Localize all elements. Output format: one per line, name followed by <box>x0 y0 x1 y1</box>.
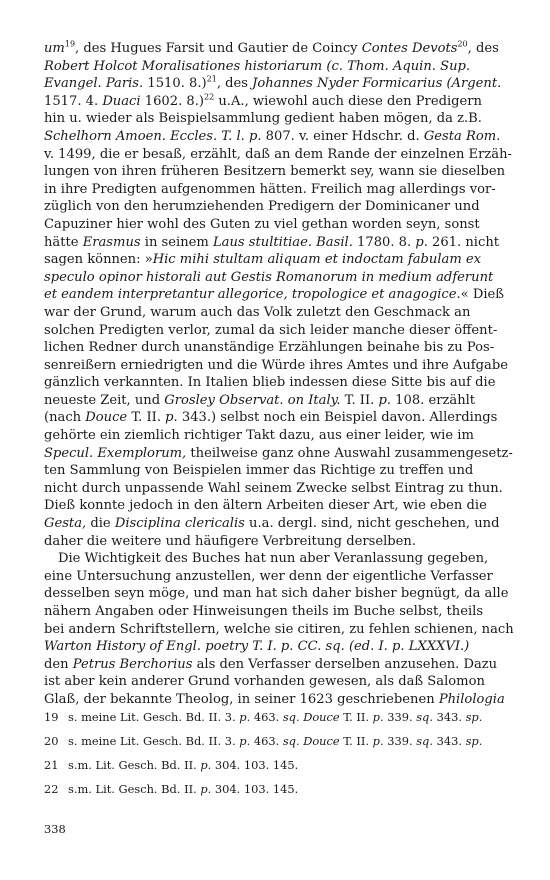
text-line <box>44 322 498 340</box>
italic-text: p. <box>378 392 391 408</box>
text-segment: Dieß konnte jedoch in den ältern Arbeiten dieser Art, wie eben die <box>44 498 487 514</box>
text-segment: den <box>44 656 73 672</box>
text-line <box>44 286 505 304</box>
text-segment: 304. 103. 145. <box>211 758 299 772</box>
text-segment: s. meine Lit. Gesch. Bd. II. 3. <box>68 734 240 748</box>
text-line <box>44 374 496 392</box>
text-line <box>44 58 471 76</box>
text-segment: 108. erzählt <box>391 392 476 408</box>
text-segment: T. II. <box>339 734 373 748</box>
text-segment: .« Dieß <box>456 287 505 303</box>
text-line <box>44 146 512 164</box>
text-segment: 807. v. einer Hdschr. d. <box>261 128 424 144</box>
italic-text: Johannes Nyder Formicarius (Argent. <box>252 76 502 92</box>
text-line <box>44 92 482 111</box>
text-line <box>44 515 500 533</box>
footnote-number: 21 <box>44 758 59 772</box>
text-line <box>44 304 471 322</box>
text-segment: desselben seyn möge, und man hat sich daher bisher begnügt, da alle <box>44 586 509 602</box>
text-line <box>44 427 474 445</box>
italic-text: Philologia <box>438 691 505 707</box>
text-segment: , des Hugues Farsit und Gautier de Coincy <box>75 41 362 56</box>
text-segment: 1510. 8.) <box>143 76 207 92</box>
text-segment: ten Sammlung von Beispielen immer das Richtige zu treffen und <box>44 463 474 479</box>
italic-text: Specul. Exemplorum, <box>44 445 187 461</box>
text-segment: ist aber kein anderer Grund vorhanden gewesen, als daß Salomon <box>44 674 485 690</box>
italic-text: et eandem interpretantur allegorice, tropologice et anagogice <box>44 287 457 303</box>
footnote-number: 19 <box>44 710 59 724</box>
footnote-ref: 21 <box>206 74 217 84</box>
text-line <box>44 497 487 515</box>
text-line <box>44 656 498 674</box>
italic-text: Erasmus <box>82 234 141 250</box>
text-segment: T. II. <box>340 392 379 408</box>
text-line <box>44 198 480 216</box>
italic-text: p. <box>239 710 251 724</box>
text-segment: 463. <box>250 734 283 748</box>
italic-text: p. <box>415 234 428 250</box>
italic-text: Laus stultitiae. Basil. <box>212 234 353 250</box>
text-segment: (nach <box>44 410 86 426</box>
text-segment: s.m. Lit. Gesch. Bd. II. <box>68 782 201 796</box>
text-segment: eine Untersuchung anzustellen, wer denn der eigentliche Verfasser <box>44 568 493 584</box>
text-line <box>44 339 495 357</box>
italic-text: Gesta, <box>44 516 87 532</box>
italic-text: Grosley Observat. on Italy. <box>164 392 341 408</box>
text-line <box>44 533 468 551</box>
text-segment: T. II. <box>339 710 373 724</box>
text-segment: 343. <box>432 734 466 748</box>
text-segment: neueste Zeit, und <box>44 392 165 408</box>
text-segment: war der Grund, warum auch das Volk zuletzt den Geschmack an <box>44 304 471 320</box>
italic-text: Schelhorn Amoen. Eccles. T. l. p. <box>44 128 262 144</box>
italic-text: Robert Holcot Moralisationes historiarum (c. Thom. Aquin. Sup. <box>44 58 471 74</box>
text-line <box>44 74 502 93</box>
text-segment: , des <box>216 76 253 92</box>
text-line <box>44 480 503 498</box>
body-text <box>44 39 514 709</box>
text-line <box>44 445 513 463</box>
footnote-ref: 19 <box>64 39 76 49</box>
text-line <box>44 568 493 586</box>
italic-text: Contes Devots <box>361 41 458 56</box>
text-segment: theilweise ganz ohne Auswahl zusammengesetz- <box>186 445 513 461</box>
italic-text: p. <box>165 410 178 426</box>
text-segment: 261. nicht <box>427 234 500 250</box>
italic-text: Warton History of Engl. poetry T. I. p. CC. sq. (ed. I. p. LXXXVI.) <box>44 639 470 655</box>
italic-text: sq. Douce <box>282 710 340 724</box>
footnote-text <box>68 710 482 724</box>
italic-text: um <box>44 41 65 56</box>
text-line <box>44 39 499 58</box>
italic-text: Hic mihi stultam aliquam et indoctam fabulam ex <box>152 252 482 268</box>
text-segment: nähern Angaben oder Hinweisungen theils im Buche selbst, theils <box>44 604 484 619</box>
text-segment: , des <box>467 41 499 56</box>
text-segment: 304. 103. 145. <box>211 782 299 796</box>
text-segment: hätte <box>44 234 83 250</box>
italic-text: sp. <box>465 710 483 724</box>
text-segment: lungen von ihren früheren Besitzern bemerkt sey, wann sie dieselben <box>44 164 506 180</box>
italic-text: p. <box>239 734 251 748</box>
italic-text: sq. Douce <box>282 734 340 748</box>
page-number: 338 <box>44 822 66 836</box>
text-line <box>44 269 494 287</box>
italic-text: Evangel. Paris. <box>44 76 144 92</box>
italic-text: Gesta Rom. <box>423 128 501 144</box>
text-line <box>44 638 468 656</box>
text-segment: in seinem <box>140 234 213 250</box>
text-segment: daher die weitere und häufigere Verbreitung derselben. <box>44 533 416 549</box>
text-segment: lichen Redner durch unanständige Erzählungen beinahe bis zu Pos- <box>44 340 495 356</box>
text-segment: als den Verfasser derselben anzusehen. Dazu <box>192 656 498 672</box>
text-segment: nicht durch unpassende Wahl seinem Zwecke selbst Eintrag zu thun. <box>44 480 503 496</box>
text-line <box>44 357 508 375</box>
text-line <box>44 673 485 691</box>
footnote <box>44 782 468 806</box>
text-segment: 343.) selbst noch ein Beispiel davon. Allerdings <box>177 410 498 426</box>
text-line <box>44 181 496 199</box>
text-segment: hin u. wieder als Beispielsammlung gedient haben mögen, da z.B. <box>44 111 482 127</box>
text-line <box>44 621 514 639</box>
footnotes <box>44 710 483 806</box>
footnote-ref: 22 <box>204 92 215 102</box>
italic-text: p. <box>372 734 384 748</box>
text-segment: u.a. dergl. sind, nicht geschehen, und <box>244 516 500 532</box>
footnote-number: 20 <box>44 734 59 748</box>
italic-text: p. <box>200 782 212 796</box>
italic-text: sp. <box>465 734 483 748</box>
text-line <box>44 392 476 410</box>
italic-text: p. <box>372 710 384 724</box>
footnote-text <box>68 758 468 772</box>
text-segment: 1517. 4. <box>44 93 103 109</box>
text-line <box>44 409 498 427</box>
text-segment: züglich von den herumziehenden Predigern der Dominicaner und <box>44 199 480 215</box>
text-line <box>44 234 500 252</box>
text-line <box>44 128 501 146</box>
footnote <box>44 734 483 758</box>
italic-text: speculo opinor historali aut Gestis Romanorum in medium adferunt <box>44 269 494 285</box>
text-segment: sagen können: » <box>44 252 153 268</box>
text-segment: 343. <box>432 710 466 724</box>
text-segment: 1780. 8. <box>352 234 416 250</box>
text-segment: 1602. 8.) <box>140 93 204 109</box>
footnote-ref: 20 <box>457 39 468 49</box>
text-line <box>44 110 482 128</box>
text-segment: solchen Predigten verlor, zumal da sich leider manche dieser öffent- <box>44 322 498 338</box>
italic-text: Disciplina clericalis <box>114 516 245 532</box>
footnote <box>44 710 483 734</box>
italic-text: p. <box>200 758 212 772</box>
text-segment: gehörte ein ziemlich richtiger Takt dazu, aus einer leider, wie im <box>44 428 474 444</box>
text-segment: in ihre Predigten aufgenommen hätten. Freilich mag allerdings vor- <box>44 181 496 197</box>
text-line <box>44 550 489 568</box>
text-segment: bei andern Schriftstellern, welche sie citiren, zu fehlen schienen, nach <box>44 621 514 637</box>
text-segment: gänzlich verkannten. In Italien blieb indessen diese Sitte bis auf die <box>44 375 496 391</box>
italic-text: Duaci <box>102 93 141 109</box>
italic-text: Douce <box>85 410 128 426</box>
text-segment: die <box>86 516 115 532</box>
text-segment: v. 1499, die er besaß, erzählt, daß an dem Rande der einzelnen Erzäh- <box>44 146 512 162</box>
text-segment: 339. <box>383 710 417 724</box>
text-line <box>44 216 480 234</box>
text-segment: 463. <box>250 710 283 724</box>
text-segment: u.A., wiewohl auch diese den Predigern <box>214 93 482 109</box>
text-line <box>44 462 474 480</box>
text-segment: senreißern erniedrigten und die Würde ihres Amtes und ihre Aufgabe <box>44 357 508 373</box>
italic-text: sq. <box>416 734 433 748</box>
text-segment: s.m. Lit. Gesch. Bd. II. <box>68 758 201 772</box>
footnote <box>44 758 468 782</box>
text-segment: Capuziner hier wohl des Guten zu viel gethan worden seyn, sonst <box>44 216 480 232</box>
italic-text: Petrus Berchorius <box>72 656 193 672</box>
text-line <box>44 691 505 709</box>
text-segment: s. meine Lit. Gesch. Bd. II. 3. <box>68 710 240 724</box>
text-line <box>44 163 506 181</box>
text-line <box>44 585 509 603</box>
footnote-text <box>68 782 468 796</box>
italic-text: sq. <box>416 710 433 724</box>
text-segment: 339. <box>383 734 417 748</box>
text-segment: Glaß, der bekannte Theolog, in seiner 1623 geschriebenen <box>44 691 439 707</box>
footnote-text <box>68 734 482 748</box>
text-segment: Die Wichtigkeit des Buches hat nun aber Veranlassung gegeben, <box>58 551 489 567</box>
footnote-number: 22 <box>44 782 59 796</box>
page-content <box>44 39 514 709</box>
text-line <box>44 603 484 621</box>
text-segment: T. II. <box>127 410 166 426</box>
text-line <box>44 251 482 269</box>
